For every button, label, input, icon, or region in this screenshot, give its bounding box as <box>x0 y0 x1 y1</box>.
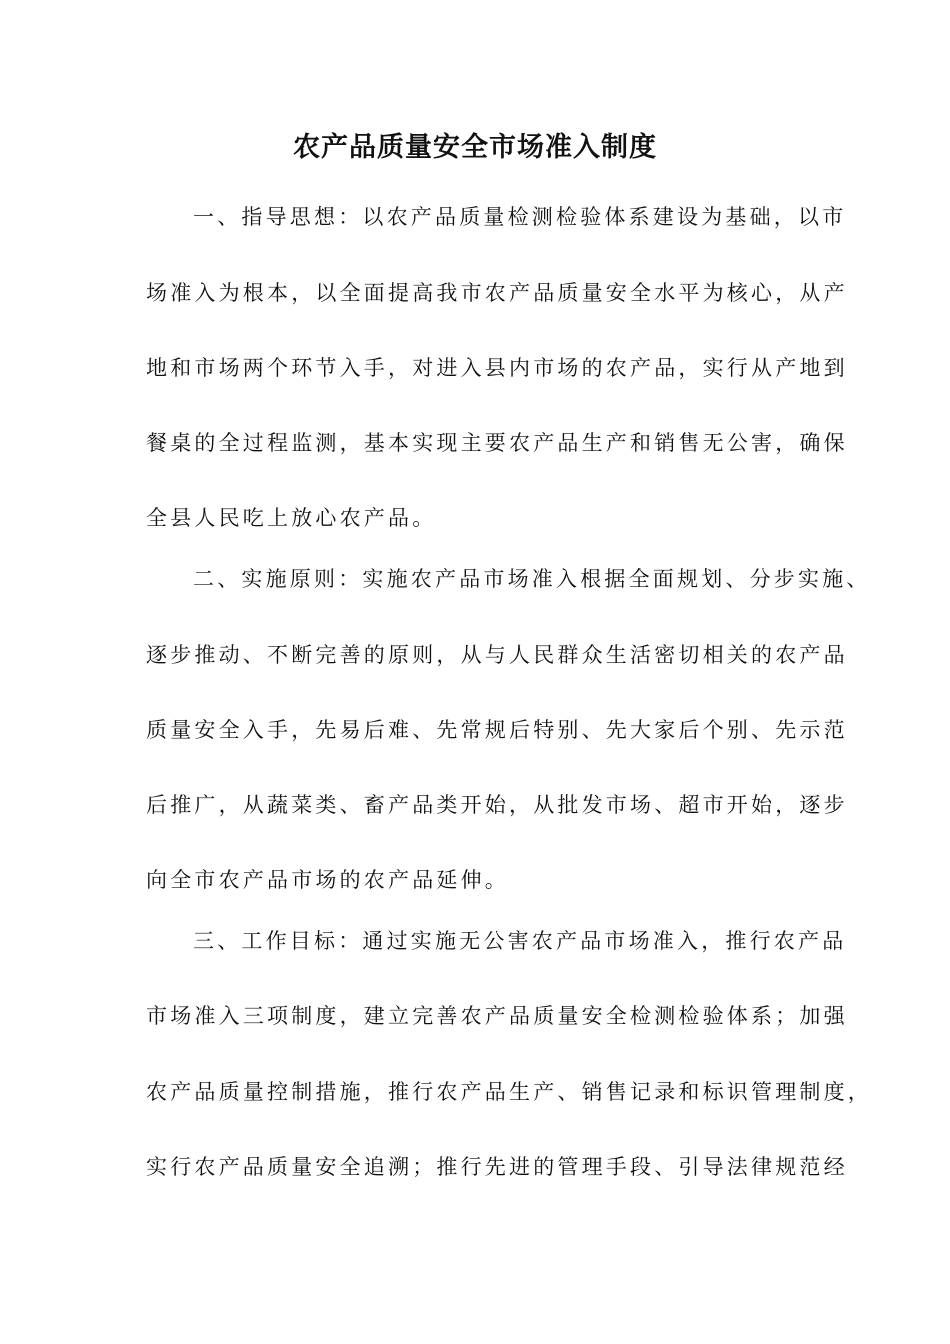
paragraph-3-line-2: 市场准入三项制度，建立完善农产品质量安全检测检验体系；加强 <box>146 1004 848 1028</box>
paragraph-3-line-4: 实行农产品质量安全追溯；推行先进的管理手段、引导法律规范经 <box>146 1155 848 1179</box>
paragraph-1-line-2: 场准入为根本，以全面提高我市农产品质量安全水平为核心，从产 <box>146 281 848 305</box>
paragraph-1-line-5: 全县人民吃上放心农产品。 <box>146 506 437 530</box>
paragraph-1-line-1: 一、指导思想：以农产品质量检测检验体系建设为基础，以市 <box>193 205 847 229</box>
paragraph-2-line-2: 逐步推动、不断完善的原则，从与人民群众生活密切相关的农产品 <box>146 643 848 667</box>
paragraph-3-line-3: 农产品质量控制措施，推行农产品生产、销售记录和标识管理制度， <box>146 1080 872 1104</box>
paragraph-3-line-1: 三、工作目标：通过实施无公害农产品市场准入，推行农产品 <box>193 929 847 953</box>
paragraph-1-line-4: 餐桌的全过程监测，基本实现主要农产品生产和销售无公害，确保 <box>146 431 848 455</box>
paragraph-1-line-3: 地和市场两个环节入手，对进入县内市场的农产品，实行从产地到 <box>146 356 848 380</box>
paragraph-2-line-4: 后推广，从蔬菜类、畜产品类开始，从批发市场、超市开始，逐步 <box>146 793 848 817</box>
document-title: 农产品质量安全市场准入制度 <box>293 132 657 163</box>
paragraph-2-line-3: 质量安全入手，先易后难、先常规后特别、先大家后个别、先示范 <box>146 718 848 742</box>
paragraph-2-line-1: 二、实施原则：实施农产品市场准入根据全面规划、分步实施、 <box>193 567 871 591</box>
paragraph-2-line-5: 向全市农产品市场的农产品延伸。 <box>146 868 509 892</box>
